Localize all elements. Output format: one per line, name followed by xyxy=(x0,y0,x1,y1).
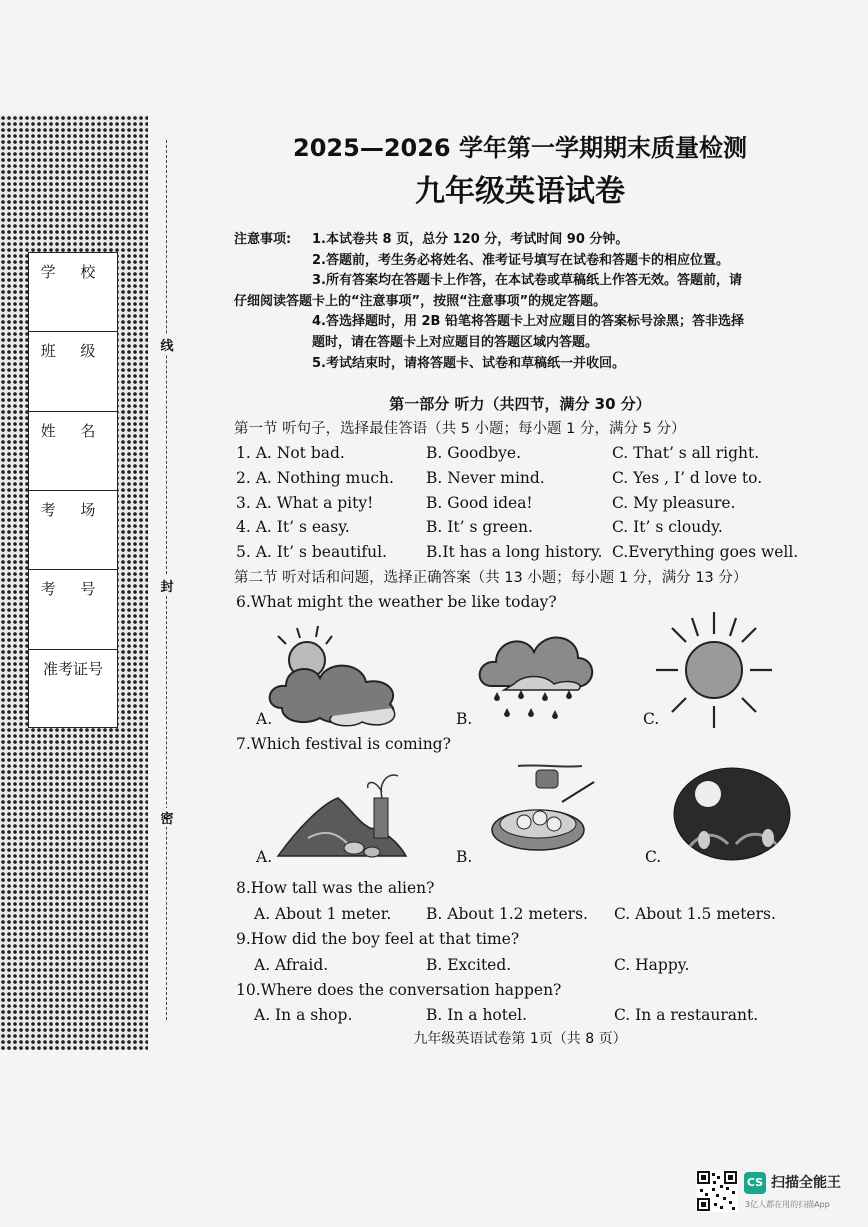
q9-option-c: C. Happy. xyxy=(614,956,690,974)
q3-option-c: C. My pleasure. xyxy=(612,494,736,512)
q2-option-a: 2. A. Nothing much. xyxy=(236,469,394,487)
seal-mark-feng: 封 xyxy=(159,576,175,595)
q4-option-a: 4. A. It’ s easy. xyxy=(236,518,350,536)
notice-item: 2.答题前，考生务必将姓名、准考证号填写在试卷和答题卡的相应位置。 xyxy=(312,252,729,268)
q6-label-b: B. xyxy=(456,710,473,728)
q7-text: 7.Which festival is coming? xyxy=(236,735,451,753)
zongzi-dragon-boat-icon xyxy=(278,768,408,860)
moon-rabbit-icon xyxy=(672,766,792,862)
q5-option-c: C.Everything goes well. xyxy=(612,543,799,561)
q4-option-c: C. It’ s cloudy. xyxy=(612,518,723,536)
sun-icon xyxy=(654,610,774,730)
q3-option-a: 3. A. What a pity! xyxy=(236,494,374,512)
camscanner-name: 扫描全能王 xyxy=(771,1175,841,1191)
notice-label: 注意事项: xyxy=(234,232,292,247)
q7-label-a: A. xyxy=(256,848,273,866)
q5-option-b: B.It has a long history. xyxy=(426,543,603,561)
notice-item: 题时，请在答题卡上对应题目的答题区域内答题。 xyxy=(312,334,599,350)
exam-subtitle: 九年级英语试卷 xyxy=(415,174,625,209)
q10-option-c: C. In a restaurant. xyxy=(614,1006,759,1024)
q1-option-a: 1. A. Not bad. xyxy=(236,444,345,462)
q8-option-b: B. About 1.2 meters. xyxy=(426,905,588,923)
info-label: 姓 名 xyxy=(40,421,106,440)
q6-label-c: C. xyxy=(643,710,660,728)
rain-cloud-icon xyxy=(474,624,594,724)
q3-option-b: B. Good idea! xyxy=(426,494,533,512)
q5-option-a: 5. A. It’ s beautiful. xyxy=(236,543,387,561)
seal-mark-mi: 密 xyxy=(159,808,175,827)
info-row-school[interactable] xyxy=(29,253,117,332)
camscanner-logo: CS xyxy=(744,1172,766,1194)
seal-mark-xian: 线 xyxy=(159,335,175,354)
notice-item: 仔细阅读答题卡上的“注意事项”，按照“注意事项”的规定答题。 xyxy=(234,293,607,309)
student-info-box xyxy=(28,252,118,728)
q10-text: 10.Where does the conversation happen? xyxy=(236,981,562,999)
info-label: 考 场 xyxy=(40,500,106,519)
q1-option-c: C. That’ s all right. xyxy=(612,444,760,462)
q2-option-b: B. Never mind. xyxy=(426,469,545,487)
notice-item: 4.答选择题时，用 2B 铅笔将答题卡上对应题目的答案标号涂黑；答非选择 xyxy=(312,314,744,330)
notice-item: 3.所有答案均在答题卡上作答，在本试卷或草稿纸上作答无效。答题前，请 xyxy=(312,273,742,289)
q9-option-b: B. Excited. xyxy=(426,956,512,974)
section1-heading: 第一节 听句子，选择最佳答语（共 5 小题；每小题 1 分，满分 5 分） xyxy=(234,421,686,437)
page-footer: 九年级英语试卷第 1页（共 8 页） xyxy=(413,1031,627,1047)
q4-option-b: B. It’ s green. xyxy=(426,518,533,536)
info-row-exam-room[interactable] xyxy=(29,491,117,570)
notice-section xyxy=(234,230,834,374)
info-label: 学 校 xyxy=(40,263,106,281)
info-row-exam-number[interactable] xyxy=(29,570,117,649)
q1-option-b: B. Goodbye. xyxy=(426,444,521,462)
q7-label-b: B. xyxy=(456,848,473,866)
q9-option-a: A. Afraid. xyxy=(254,956,329,974)
qr-code-icon xyxy=(696,1170,738,1212)
info-label: 班 级 xyxy=(40,342,106,361)
camscanner-slogan: 3亿人都在用的扫描App xyxy=(745,1200,830,1209)
sun-behind-cloud-icon xyxy=(262,626,412,726)
info-row-class[interactable] xyxy=(29,332,117,411)
notice-item: 1.本试卷共 8 页，总分 120 分，考试时间 90 分钟。 xyxy=(312,232,629,247)
exam-title: 2025—2026 学年第一学期期末质量检测 xyxy=(293,134,747,162)
q8-option-c: C. About 1.5 meters. xyxy=(614,905,776,923)
q9-text: 9.How did the boy feel at that time? xyxy=(236,930,520,948)
q2-option-c: C. Yes , I’ d love to. xyxy=(612,469,763,487)
info-row-ticket-number[interactable] xyxy=(29,650,117,729)
part-title: 第一部分 听力（共四节，满分 30 分） xyxy=(389,395,651,413)
info-label: 考 号 xyxy=(40,580,106,599)
q7-label-c: C. xyxy=(645,848,662,866)
q10-option-a: A. In a shop. xyxy=(254,1006,353,1024)
q8-option-a: A. About 1 meter. xyxy=(254,905,392,923)
section2-heading: 第二节 听对话和问题，选择正确答案（共 13 小题；每小题 1 分，满分 13 分） xyxy=(234,570,748,586)
info-label: 准考证号 xyxy=(42,659,103,678)
tangyuan-lantern-icon xyxy=(478,762,598,862)
notice-item: 5.考试结束时，请将答题卡、试卷和草稿纸一并收回。 xyxy=(312,355,625,371)
q8-text: 8.How tall was the alien? xyxy=(236,879,435,897)
q6-text: 6.What might the weather be like today? xyxy=(236,593,557,611)
info-row-name[interactable] xyxy=(29,412,117,491)
q6-label-a: A. xyxy=(256,710,273,728)
q10-option-b: B. In a hotel. xyxy=(426,1006,528,1024)
